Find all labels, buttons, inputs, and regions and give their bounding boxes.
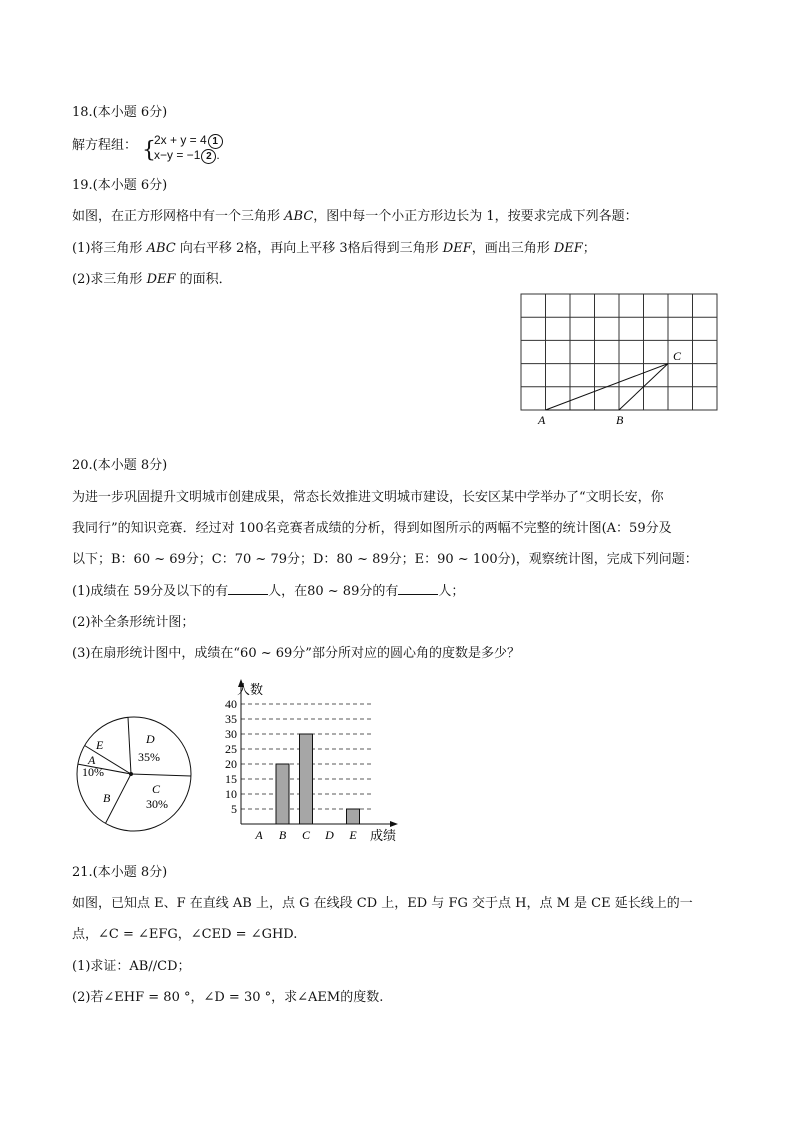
x-tick-label-b: B [278,828,287,842]
pie-percent-a: 10% [82,765,104,779]
x-tick-label-a: A [255,828,263,842]
pie-divider [131,774,191,776]
y-tick-label: 5 [231,802,237,816]
q21-header: 21.(本小题 8分) [72,865,168,880]
y-axis-label: 人数 [237,682,264,697]
label-c: C [673,349,682,363]
pie-label-c: C [152,782,161,796]
x-axis-arrow-icon [390,821,398,827]
grid-lines [521,294,717,410]
pie-label-d: D [146,732,155,746]
x-tick-label-c: C [301,828,311,842]
y-tick-label: 25 [225,742,237,756]
q20-paragraph-line1: 为进一步巩固提升文明城市创建成果，常态长效推进文明城市建设，长安区某中学举办了“文明长安，你 [72,490,664,505]
q18-prompt: 解方程组： [72,138,138,153]
q20-header: 20.(本小题 8分) [72,458,168,473]
q21-paragraph-line2: 点，∠C = ∠EFG，∠CED = ∠GHD. [72,927,298,942]
answer-blank-2[interactable] [398,582,438,595]
x-axis-label: 成绩 [370,828,397,843]
q20-subquestion-1: (1)成绩在 59分及以下的有 人，在80 ~ 89分的有 人； [72,584,465,599]
q19-text-line2: (1)将三角形 ABC 向右平移 2格，再向上平移 3格后得到三角形 DEF，画出三角形 DEF； [72,241,596,256]
pie-center-dot [129,772,133,776]
q20-subquestion-3: (3)在扇形统计图中，成绩在“60 ~ 69分”部分所对应的圆心角的度数是多少？ [72,646,520,661]
pie-percent-c: 30% [146,797,168,811]
q19-text-line1: 如图，在正方形网格中有一个三角形 ABC，图中每一个小正方形边长为 1，按要求完成下列各题： [72,209,638,224]
y-tick-label: 20 [225,757,237,771]
equation-2: x−y = −1 2 . [154,148,220,162]
y-tick-label: 35 [225,712,237,726]
y-tick-label: 30 [225,727,237,741]
y-tick-label: 15 [225,772,237,786]
pie-divider [128,717,131,774]
q18-header: 18.(本小题 6分) [72,105,168,120]
y-tick-label: 10 [225,787,237,801]
pie-percent-d: 35% [138,750,160,764]
y-tick-label: 40 [225,697,237,711]
bar-chart [206,674,402,846]
x-tick-label-e: E [349,828,357,842]
square-grid-figure [510,288,730,430]
q20-paragraph-line2: 我同行”的知识竞赛．经过对 100名竞赛者成绩的分析，得到如图所示的两幅不完整的统计图(A：59分及 [72,521,672,536]
left-brace-icon: { [142,138,156,163]
pie-label-e: E [96,738,104,752]
label-b: B [616,413,624,427]
q19-header: 19.(本小题 6分) [72,178,168,193]
circled-number-2: 2 [201,149,216,164]
pie-label-b: B [103,791,111,805]
equation-1: 2x + y = 4 1 [154,133,223,149]
pie-chart [72,712,202,842]
answer-blank-1[interactable] [228,582,268,595]
bar-b [276,764,289,824]
equation-system [72,133,220,163]
pie-label-a: A [88,753,96,767]
x-tick-label-d: D [325,828,334,842]
q20-paragraph-line3: 以下；B：60 ~ 69分；C：70 ~ 79分；D：80 ~ 89分；E：90 ~ 100分)，观察统计图，完成下列问题： [72,552,698,567]
bar-c [300,734,313,824]
label-a: A [538,413,546,427]
q20-subquestion-2: (2)补全条形统计图； [72,615,195,630]
q21-paragraph-line1: 如图，已知点 E、F 在直线 AB 上，点 G 在线段 CD 上，ED 与 FG 交于点 H，点 M 是 CE 延长线上的一 [72,896,693,911]
q21-subquestion-1: (1)求证：AB//CD； [72,959,191,974]
q19-text-line3: (2)求三角形 DEF 的面积． [72,272,232,287]
bar-e [347,809,360,824]
circled-number-1: 1 [208,134,223,149]
q21-subquestion-2: (2)若∠EHF = 80 °，∠D = 30 °，求∠AEM的度数. [72,990,384,1005]
